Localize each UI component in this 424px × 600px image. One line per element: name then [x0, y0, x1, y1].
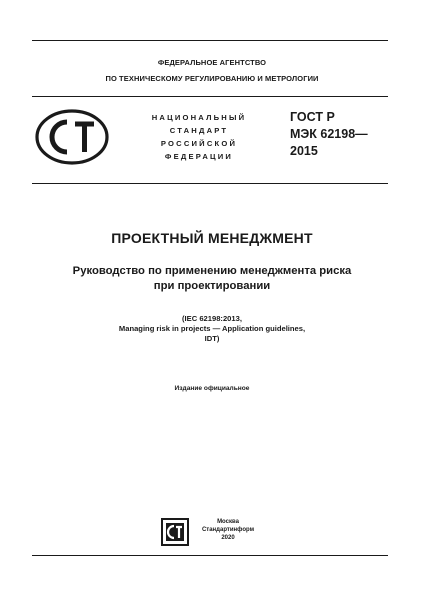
edition-label: Издание официальное — [174, 385, 250, 392]
publisher-name: Стандартинформ — [201, 527, 255, 533]
publisher-city: Москва — [217, 519, 239, 525]
standard-type-line-4: ФЕДЕРАЦИИ — [164, 152, 234, 161]
iec-reference-line-1: (IEC 62198:2013, — [182, 314, 242, 323]
document-subtitle-line-2: при проектировании — [153, 280, 271, 292]
standard-rule — [32, 183, 388, 184]
iec-reference-line-3: IDT) — [204, 334, 220, 343]
agency-line-2: ПО ТЕХНИЧЕСКОМУ РЕГУЛИРОВАНИЮ И МЕТРОЛОГИИ — [105, 74, 319, 83]
agency-line-1: ФЕДЕРАЛЬНОЕ АГЕНТСТВО — [157, 58, 267, 67]
gost-code-line-3: 2015 — [290, 144, 318, 158]
standard-type-line-1: НАЦИОНАЛЬНЫЙ — [151, 113, 247, 122]
gost-code-line-2: МЭК 62198— — [290, 127, 368, 141]
standartinform-logo-icon — [161, 518, 189, 546]
gost-code-line-1: ГОСТ Р — [290, 110, 335, 124]
top-rule — [32, 40, 388, 41]
bottom-rule — [32, 555, 388, 556]
document-subtitle-line-1: Руководство по применению менеджмента риска — [72, 265, 352, 277]
document-title: ПРОЕКТНЫЙ МЕНЕДЖМЕНТ — [111, 230, 313, 246]
header-rule — [32, 96, 388, 97]
standard-type-line-3: РОССИЙСКОЙ — [160, 139, 238, 148]
iec-reference-line-2: Managing risk in projects — Application guidelines, — [118, 324, 306, 333]
standard-type-line-2: СТАНДАРТ — [169, 126, 229, 135]
rst-certification-mark-icon — [34, 108, 110, 166]
publication-year: 2020 — [221, 535, 235, 541]
